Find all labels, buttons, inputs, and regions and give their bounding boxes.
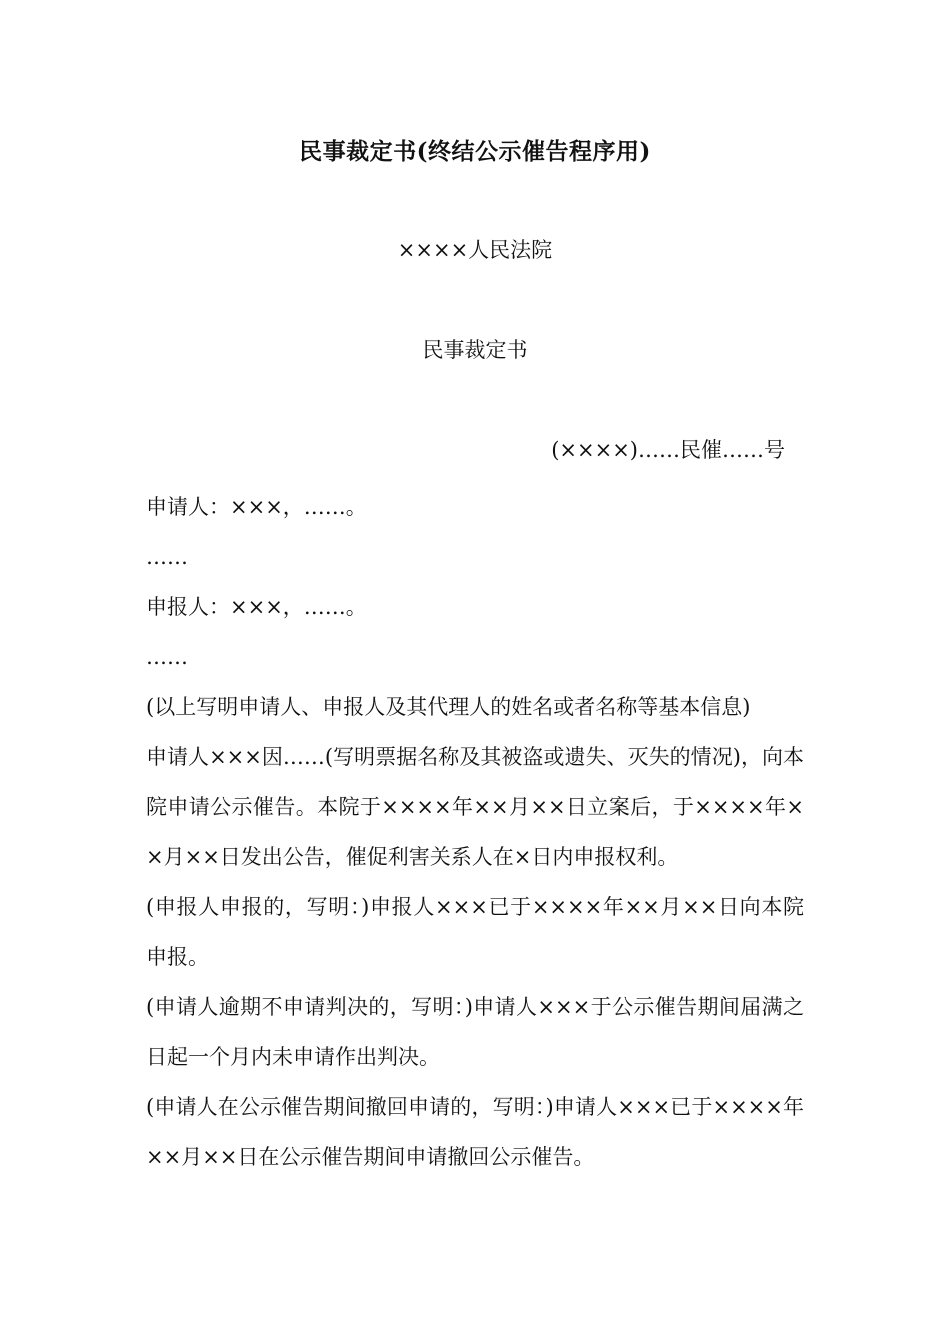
document-type: 民事裁定书 xyxy=(422,338,528,362)
withdrawal-paragraph: (申请人在公示催告期间撤回申请的，写明：)申请人×××已于××××年××月××日在公示催告期间申请撤回公示催告。 xyxy=(146,1095,804,1169)
document-body xyxy=(146,482,804,1182)
declarant-line: 申报人：×××，……。 xyxy=(146,595,367,619)
applicant-line: 申请人：×××，……。 xyxy=(146,495,367,519)
facts-paragraph: 申请人×××因……(写明票据名称及其被盗或遗失、灭失的情况)，向本院申请公示催告。本院于××××年××月××日立案后，于××××年××月××日发出公告，催促利害关系人在×日内申报权利。 xyxy=(146,745,804,869)
ellipsis-line: …… xyxy=(146,545,188,569)
overdue-paragraph: (申请人逾期不申请判决的，写明：)申请人×××于公示催告期间届满之日起一个月内未申请作出判决。 xyxy=(146,995,804,1069)
court-name: ××××人民法院 xyxy=(397,238,553,262)
case-number: (××××)……民催……号 xyxy=(551,438,785,462)
info-note: (以上写明申请人、申报人及其代理人的姓名或者名称等基本信息) xyxy=(146,695,751,719)
document-title: 民事裁定书(终结公示催告程序用) xyxy=(299,138,651,165)
declaration-paragraph: (申报人申报的，写明：)申报人×××已于××××年××月××日向本院申报。 xyxy=(146,895,804,969)
ellipsis-line: …… xyxy=(146,645,188,669)
